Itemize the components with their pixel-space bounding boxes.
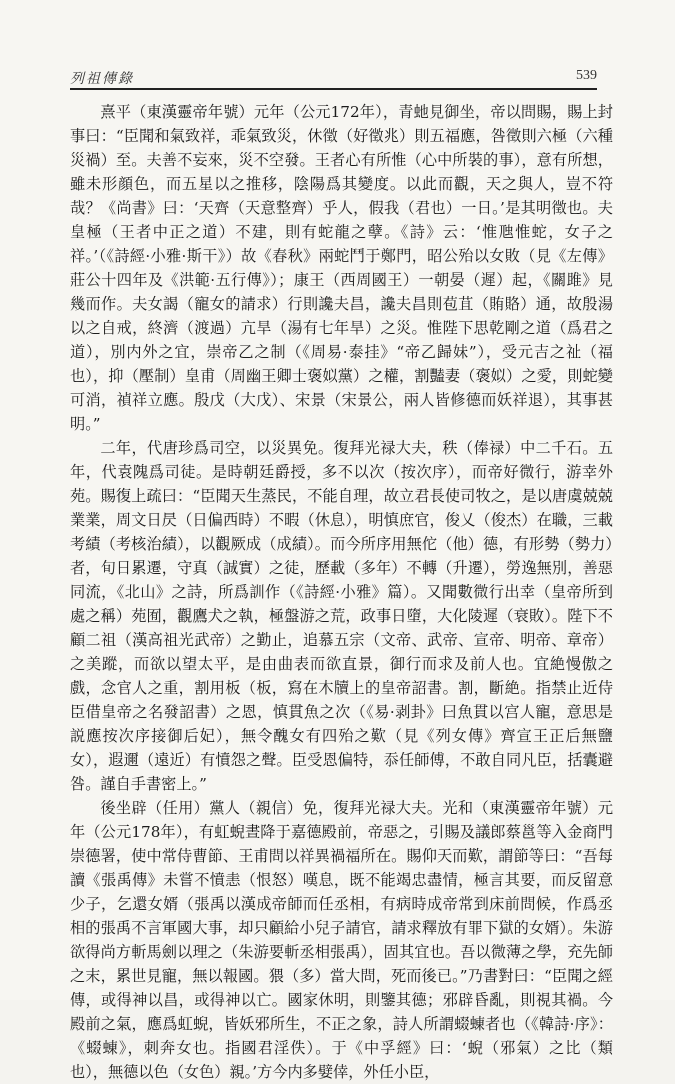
- paragraph-3: 後坐辟（任用）黨人（親信）免，復拜光禄大夫。光和（東漢靈帝年號）元年（公元178年），有虹蜺晝降于嘉德殿前，帝惡之，引賜及議郎蔡邕等入金商門崇德署，使中常侍曹節、王甫問以祥異禍福所在。賜仰天而歎，謂節等曰：“吾每讀《張禹傳》未嘗不憤恚（恨怒）嘆息，既不能竭忠盡情，極言其要，而反留意少子，乞還女婿（張禹以漢成帝師而任丞相，有病時成帝常到床前問候，作爲丞相的張禹不言軍國大事，却只顧給小兒子請官，請求釋放有罪下獄的女婿）。朱游欲得尚方斬馬劍以理之（朱游要斬丞相張禹），固其宜也。吾以微薄之學，充先師之末，累世見寵，無以報國。猥（多）當大問，死而後已。”乃書對曰：“臣聞之經傳，或得神以昌，或得神以亡。國家休明，則鑒其德；邪辟昏亂，則視其禍。今殿前之氣，應爲虹蜺，皆妖邪所生，不正之象，詩人所謂蝃蝀者也（《韓詩·序》：《蝃蝀》，刺奔女也。指國君淫佚）。于《中孚經》曰：‘蜺（邪氣）之比（類也），無德以色（女色）親。’方今内多嬖倖，外任小臣，: [70, 799, 613, 1081]
- paragraph-2: 二年，代唐珍爲司空，以災異免。復拜光禄大夫，秩（俸禄）中二千石。五年，代袁隗爲司徒。是時朝廷爵授，多不以次（按次序），而帝好微行，游幸外苑。賜復上疏曰：“臣聞天生蒸民，不能自理，故立君長使司牧之，是以唐虞兢兢業業，周文日昃（日偏西時）不暇（休息），明慎庶官，俊乂（俊杰）在職，三載考績（考核治績），以觀厥成（成績）。而今所序用無佗（他）德，有形勢（勢力）者，旬日累遷，守真（誠實）之徒，歷載（多年）不轉（升遷），勞逸無別，善惡同流，《北山》之詩，所爲訓作（《詩經·小雅》篇）。又聞數微行出幸（皇帝所到處之稱）苑囿，觀鷹犬之執，極盤游之荒，政事日墮，大化陵遲（衰敗）。陛下不顧二祖（漢高祖光武帝）之勤止，追慕五宗（文帝、武帝、宣帝、明帝、章帝）之美蹤，而欲以望太平，是由曲表而欲直景，御行而求及前人也。宜絶慢傲之戲，念官人之重，割用板（板，寫在木牘上的皇帝詔書。割，斷絶。指禁止近侍臣借皇帝之名發詔書）之恩，慎貫魚之次（《易·剥卦》曰魚貫以宫人寵，意思是説應按次序接御后妃），無令醜女有四殆之歎（見《列女傳》齊宣王正后無鹽女），遐邇（遠近）有憤怨之聲。臣受恩偏特，忝任師傅，不敢自同凡臣，括囊避咎。謹自手書密上。”: [70, 439, 613, 793]
- header-rule: [70, 88, 597, 90]
- running-title: 列祖傳錄: [70, 71, 134, 87]
- page-header: [70, 66, 597, 90]
- page-number: 539: [576, 68, 597, 83]
- paragraph-1: 熹平（東漢靈帝年號）元年（公元172年），青虵見御坐，帝以問賜，賜上封事曰：“臣聞和氣致祥，乖氣致災，休徵（好徵兆）則五福應，咎徵則六極（六種災禍）至。夫善不妄來，災不空發。王者心有所惟（心中所裝的事），意有所想，雖未形顔色，而五星以之推移，陰陽爲其變度。以此而觀，天之與人，豈不符哉？《尚書》曰：‘天齊（天意整齊）乎人，假我（君也）一日。’是其明徵也。夫皇極（王者中正之道）不建，則有蛇龍之孽。《詩》云：‘惟虺惟蛇，女子之祥。’（《詩經·小雅·斯干》）故《春秋》兩蛇鬥于鄭門，昭公殆以女敗（見《左傳》莊公十四年及《洪範·五行傳》）；康王（西周國王）一朝晏（遲）起，《關雎》見幾而作。夫女謁（寵女的請求）行則讒夫昌，讒夫昌則苞苴（賄賂）通，故殷湯以之自戒，終濟（渡過）亢旱（湯有七年旱）之災。惟陛下思乾剛之道（爲君之道），別内外之宜，崇帝乙之制（《周易·泰挂》“帝乙歸妹”），受元吉之祉（福也），抑（壓制）皇甫（周幽王卿士褒姒黨）之權，割豔妻（褒姒）之愛，則蛇變可消，禎祥立應。殷戊（大戊）、宋景（宋景公，兩人皆修德而妖祥退），其事甚明。”: [70, 103, 613, 433]
- body-text: [70, 100, 613, 1081]
